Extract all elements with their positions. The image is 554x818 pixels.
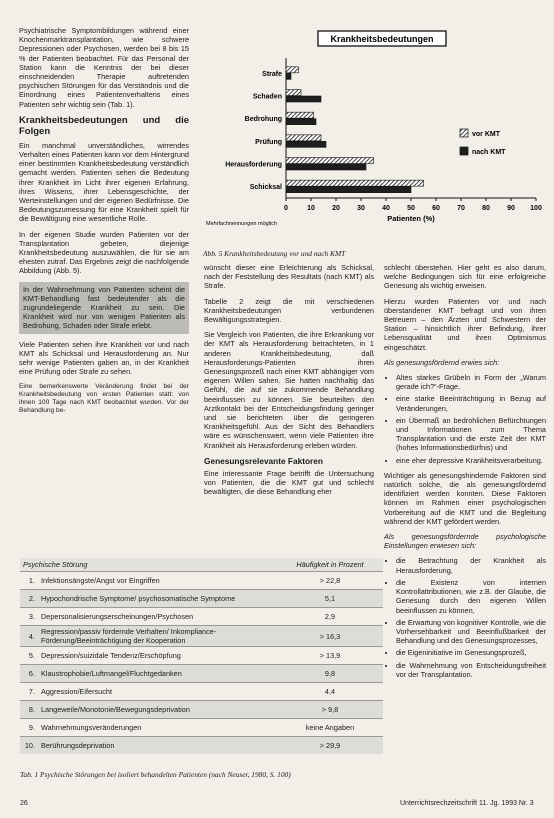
x-tick-label: 30 (357, 205, 365, 212)
x-tick-label: 40 (382, 205, 390, 212)
table-row (20, 626, 383, 647)
page-number: 26 (20, 800, 28, 807)
row-number: 9. (20, 719, 38, 737)
x-tick-label: 10 (307, 205, 315, 212)
list-item: • die Eigeninitiative im Genesungsprozeß, (396, 648, 546, 657)
paragraph: Sie Vergleich von Patienten, die ihre Erkrankung vor der KMT als Herausforderung betrachteten, in 1 anderen Krankheitsbedeutung, daß Herausforderungs-Patienten ihren Genesungsprozeß nach einer KMT abhängiger vom eigenen Willen sahen. Sie hatten nachhaltig das Gefühl, die auf sie zukommende Behandlung beeinflussen zu können. Sie beurteilten den Arztkontakt bei der Entscheidungsfindung geringer und sie berichteten über die geringeren Krankheitsgefühl. Aus der Sicht des Behandlers wäre es wünschenswert, wenn viele Patienten ihre Krankheit als Herausforderung erleben würden. (204, 330, 374, 450)
left-column (19, 26, 189, 421)
chart-title: Krankheitsbedeutungen (330, 34, 434, 44)
row-number: 6. (20, 665, 38, 683)
bar (286, 73, 291, 79)
category-label: Prüfung (255, 138, 282, 146)
table-row (20, 590, 383, 608)
row-value: > 16,3 (277, 626, 383, 647)
row-number: 10. (20, 737, 38, 755)
row-value: 5,1 (277, 590, 383, 608)
right-column (384, 263, 546, 685)
table-row (20, 572, 383, 590)
x-tick-label: 70 (457, 205, 465, 212)
bar (286, 135, 321, 141)
row-value: keine Angaben (277, 719, 383, 737)
bar (286, 187, 411, 193)
table-caption: Tab. 1 Psychische Störungen bei isoliert behandelten Patienten (nach Neuser, 1980, S. 100) (20, 770, 291, 779)
row-value: > 29,9 (277, 737, 383, 755)
row-label: Klaustrophobie/Luftmangel/Fluchtgedanken (38, 665, 277, 683)
row-label: Aggression/Eifersucht (38, 683, 277, 701)
paragraph: Als genesungsfördernde psychologische Einstellungen erwiesen sich: (384, 532, 546, 551)
row-value: 2,9 (277, 608, 383, 626)
paragraph: Tabelle 2 zeigt die mit verschiedenen Krankheitsbedeutungen verbundenen Bewältigungsstrategien. (204, 296, 374, 325)
x-tick-label: 50 (407, 205, 415, 212)
bullet-list (384, 373, 546, 465)
list-item: • ein Übermaß an bedrohlichen Befürchtungen und Informationen zum Thema Transplantation und die erste Zeit der KMT (hohes Informationsbedürfnis) und (396, 416, 546, 453)
bar (286, 141, 326, 147)
paragraph: Ein manchmal unverständliches, wirrendes Verhalten eines Patienten kann vor dem Hintergrund einer bestimmten Krankheitsbedeutung verständlich gemacht werden. Patienten sehen die Bedeutung ihrer Krankheit im Licht ihrer eigenen Erfahrung, ihres Wissens, ihrer Lebensgeschichte, der Werteinstellungen und der eigenen Bedürfnisse. Die Bedeutungszumessung für eine Krankheit spielt für die Bewältigung eine wesentliche Rolle. (19, 140, 189, 224)
bar (286, 180, 424, 186)
row-number: 5. (20, 647, 38, 665)
chart-note: Mehrfachnennungen möglich (206, 221, 277, 227)
table-row (20, 719, 383, 737)
row-label: Regression/passiv fordernde Verhalten/ Inkompliance-Förderung/Beeinträchtigung der Kooperation (38, 626, 277, 647)
legend-swatch (460, 147, 468, 155)
row-number: 4. (20, 626, 38, 647)
table-row (20, 665, 383, 683)
row-number: 8. (20, 701, 38, 719)
paragraph: Wichtiger als genesungshindernde Faktoren sind natürlich solche, die als genesungsfördernd identifiziert werden konnten. Diese Faktoren können im Rahmen einer psychologischen Vorbereitung auf die KMT und die Begleitung während der KMT gefördert werden. (384, 470, 546, 526)
list-item: • die Betrachtung der Krankheit als Herausforderung, (396, 556, 546, 574)
row-label: Wahrnehmungsveränderungen (38, 719, 277, 737)
list-item: • die Wahrnehmung von Entscheidungsfreiheit vor der Transplantation. (396, 661, 546, 679)
legend-label: nach KMT (472, 149, 506, 156)
x-tick-label: 90 (507, 205, 515, 212)
row-label: Langeweile/Monotonie/Bewegungsdeprivation (38, 701, 277, 719)
disorder-table (20, 558, 383, 754)
x-tick-label: 20 (332, 205, 340, 212)
x-tick-label: 0 (284, 205, 288, 212)
paragraph: wünscht dieser eine Erleichterung als Schicksal, nach der Feststellung des Resultats (nach KMT) als Strafe. (204, 263, 374, 291)
row-value: > 22,8 (277, 572, 383, 590)
paragraph: Viele Patienten sehen ihre Krankheit vor und nach KMT als Schicksal und Herausforderung an. Nur sehr wenige Patienten gaben an, in der Krankheit eine Prüfung oder Strafe zu sehen. (19, 339, 189, 377)
bar (286, 158, 374, 164)
paragraph: In der eigenen Studie wurden Patienten vor der Transplantation gebeten, diejenige Krankheitsbedeutung auszuwählen, die für sie am ehesten zutraf. Das Ergebnis zeigt die nachfolgende Abbildung (Abb. 5). (19, 229, 189, 276)
bar (286, 164, 366, 170)
legend-label: vor KMT (472, 131, 500, 138)
bar-chart (198, 28, 543, 263)
category-label: Bedrohung (244, 116, 282, 124)
intro-paragraph: Psychiatrische Symptombildungen während einer Knochenmarktransplantation, wie schwere Depressionen oder Psychosen, werden bei 8 bis 15 % der Patienten beobachtet. Für das Personal der Station kann die Kenntnis der bei dieser einschneidenden Therapie auftretenden psychischen Störungen für das Verständnis und die Einordnung eines Patientenverhaltens eines Patienten sehr wichtig sein (Tab. 1). (19, 26, 189, 109)
x-tick-label: 100 (530, 205, 542, 212)
table-header-row (20, 558, 383, 572)
x-axis-label: Patienten (%) (387, 214, 435, 223)
paragraph: Eine interessante Frage betrifft die Untersuchung von Patienten, die die KMT gut und schlecht bewältigten, die diese Behandlung eher (204, 468, 374, 497)
row-label: Hypochondrische Symptome/ psychosomatische Symptome (38, 590, 277, 608)
list-item: • eine starke Beeinträchtigung in Bezug auf Veränderungen, (396, 394, 546, 412)
row-label: Depression/suizidale Tendenz/Erschöpfung (38, 647, 277, 665)
row-number: 1. (20, 572, 38, 590)
row-label: Infektionsängste/Angst vor Eingriffen (38, 572, 277, 590)
x-tick-label: 60 (432, 205, 440, 212)
row-value: 4,4 (277, 683, 383, 701)
bullet-list (384, 556, 546, 678)
bar (286, 119, 316, 125)
category-label: Schicksal (249, 184, 282, 192)
paragraph: Eine bemerkenswerte Veränderung findet bei der Krankheitsbedeutung von ersten Patienten statt: von ihnen 100 Tage nach KMT beobachtet wurden. Vor der Behandlung be- (19, 382, 189, 414)
table-row (20, 701, 383, 719)
paragraph: Als genesungsfördernd erwies sich: (384, 357, 500, 367)
list-item: • eine eher depressive Krankheitsverarbeitung. (396, 456, 546, 465)
row-value: 9,8 (277, 665, 383, 683)
row-number: 3. (20, 608, 38, 626)
bar (286, 96, 321, 102)
section-heading: Genesungsrelevante Faktoren (204, 455, 323, 466)
chart-caption: Abb. 5 Krankheitsbedeutung vor und nach KMT (203, 249, 346, 258)
bar (286, 67, 299, 73)
section-heading: Krankheitsbedeutungen und die Folgen (19, 114, 189, 137)
list-item: • die Erwartung von kognitiver Kontrolle, wie die Vorhersehbarkeit und Beeinflußbarkeit der Behandlung und des Genesungsprozesses, (396, 618, 546, 646)
row-number: 2. (20, 590, 38, 608)
middle-column (204, 263, 374, 502)
table-row (20, 683, 383, 701)
table-row (20, 647, 383, 665)
category-label: Strafe (262, 70, 282, 78)
bar (286, 112, 314, 118)
row-number: 7. (20, 683, 38, 701)
x-tick-label: 80 (482, 205, 490, 212)
legend-swatch (460, 129, 468, 137)
table-row (20, 608, 383, 626)
paragraph: Hierzu wurden Patienten vor und nach überstandener KMT befragt und von ihren Betreuern – den Ärzten und Schwestern der Station – hinsichtlich ihrer Befindung, ihrer Lebensqualität und ihren Optimismus eingeschätzt. (384, 296, 546, 352)
table-row (20, 737, 383, 755)
category-label: Herausforderung (225, 161, 282, 169)
list-item: • Altes starkes Grübeln in Form der „Warum gerade ich?“-Frage, (396, 373, 546, 391)
column-header: Psychische Störung (20, 558, 277, 572)
row-value: > 13,9 (277, 647, 383, 665)
chart-plot (206, 58, 542, 227)
row-label: Depersonalisierungserscheinungen/Psychosen (38, 608, 277, 626)
category-label: Schaden (252, 93, 282, 101)
highlight-box: In der Wahrnehmung von Patienten scheint die KMT-Behandlung fast bedeutender als die zugrundeliegende Krankheit zu sein. Die Krankheit wird nur von wenigen Patienten als Bedrohung, Schaden oder Strafe erlebt. (19, 282, 189, 334)
journal-footer: Unterrichtsrechzeitschrift 11. Jg. 1993 Nr. 3 (400, 800, 534, 807)
row-label: Berührungsdeprivation (38, 737, 277, 755)
row-value: > 9,8 (277, 701, 383, 719)
column-header: Häufigkeit in Prozent (277, 558, 383, 572)
bar (286, 90, 301, 96)
list-item: • die Existenz von internen Kontrollattributionen, wie z.B. der Glaube, die Genesung durch den eigenen Willen beeinflussen zu können, (396, 578, 546, 615)
paragraph: schlecht überstehen. Hier geht es also darum, welche Bedingungen sich für eine erfolgreiche Genesung als wichtig erweisen. (384, 263, 546, 291)
